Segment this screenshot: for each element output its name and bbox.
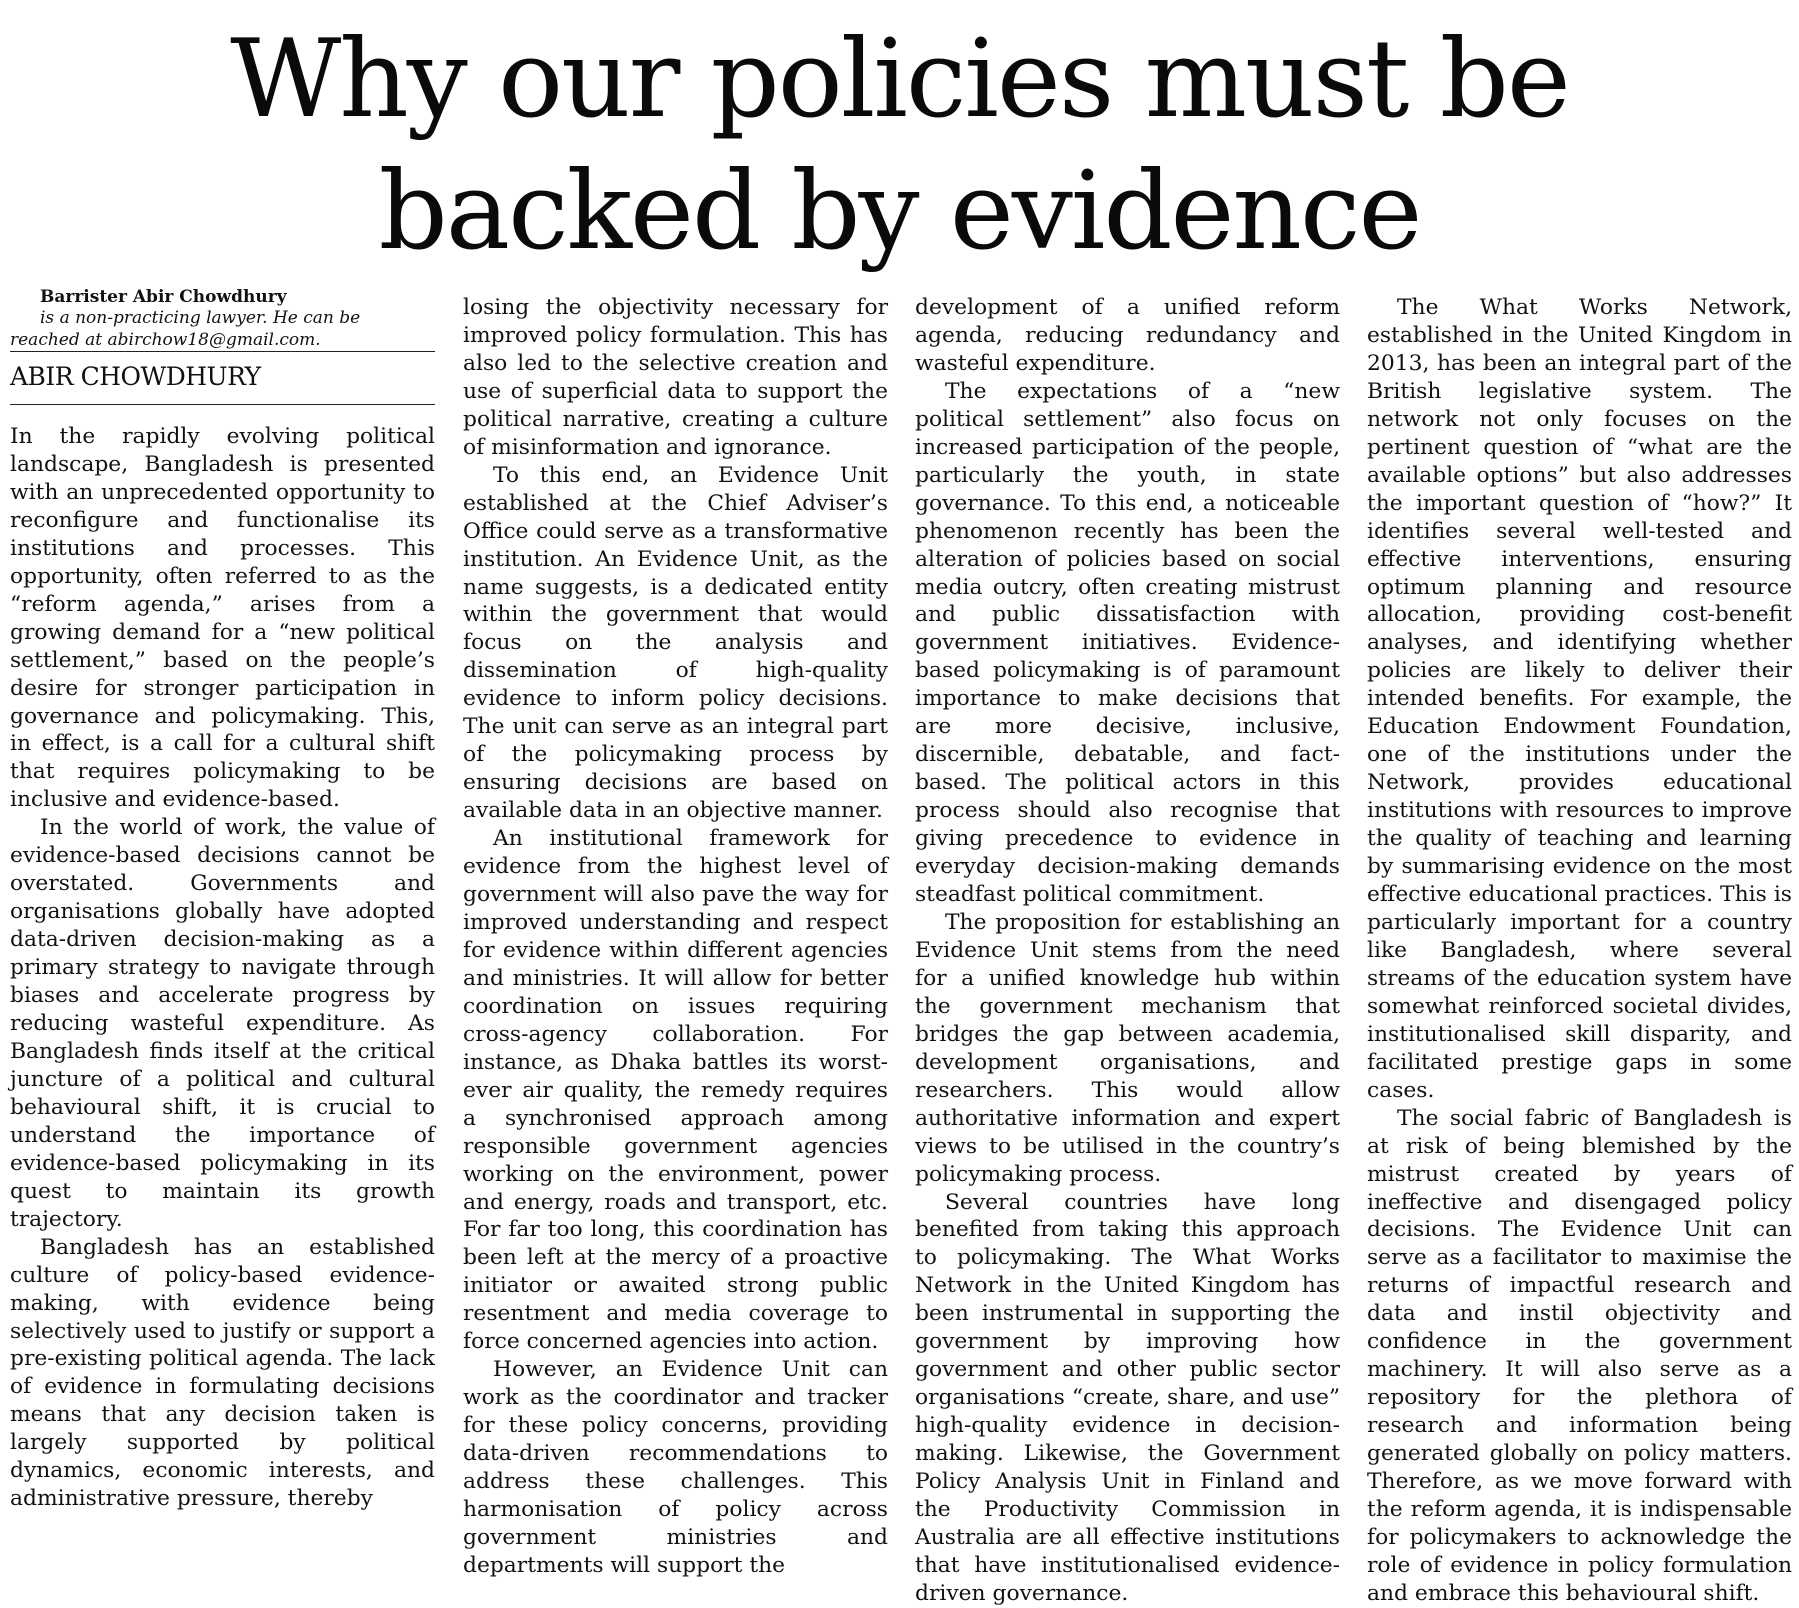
paragraph: The What Works Network, established in the United Kingdom in 2013, has been an integral part of the British legislative system. The network not only focuses on the pertinent question of “what are the available options” but also addresses the important question of “how?” It identifies several well-tested and effective interventions, ensuring optimum planning and resource allocation, providing cost-benefit analyses, and identifying whether policies are likely to deliver their intended benefits. For example, the Education Endowment Foundation, one of the institutions under the Network, provides educational institutions with resources to improve the quality of teaching and learning by summarising evidence on the most effective educational practices. This is particularly important for a country like Bangladesh, where several streams of the education system have somewhat reinforced societal divides, institutionalised skill disparity, and facilitated prestige gaps in some cases. [1367, 295, 1792, 1103]
article-column-1 [10, 287, 435, 1513]
paragraph: In the rapidly evolving political landscape, Bangladesh is presented with an unprecedented opportunity to reconfigure and functionalise its institutions and processes. This opportunity, often referred to as the “reform agenda,” arises from a growing demand for a “new political settlement,” based on the people’s desire for stronger participation in governance and policymaking. This, in effect, is a call for a cultural shift that requires policymaking to be inclusive and evidence-based. [10, 424, 435, 813]
paragraph: To this end, an Evidence Unit established at the Chief Adviser’s Office could serve as a transformative institution. An Evidence Unit, as the name suggests, is a dedicated entity within the government that would focus on the analysis and dissemination of high-quality evidence to inform policy decisions. The unit can serve as an integral part of the policymaking process by ensuring decisions are based on available data in an objective manner. [463, 462, 888, 824]
paragraph: However, an Evidence Unit can work as the coordinator and tracker for these policy concerns, providing data-driven recommendations to address these challenges. This harmonisation of policy across government ministries and departments will support the [463, 1357, 888, 1578]
headline-line-2: backed by evidence [378, 149, 1421, 274]
paragraph: Bangladesh has an established culture of policy-based evidence-making, with evidence being selectively used to justify or support a pre-existing political agenda. The lack of evidence in formulating decisions means that any decision taken is largely supported by political dynamics, economic interests, and administrative pressure, thereby [10, 1234, 435, 1512]
paragraph: The social fabric of Bangladesh is at risk of being blemished by the mistrust created by years of ineffective and disengaged policy decisions. The Evidence Unit can serve as a facilitator to maximise the returns of impactful research and data and instil objectivity and confidence in the government machinery. It will also serve as a repository for the plethora of research and information being generated globally on policy matters. Therefore, as we move forward with the reform agenda, it is indispensable for policymakers to acknowledge the role of evidence in policy formulation and embrace this behavioural shift. [1367, 1105, 1792, 1606]
article-column-3 [915, 294, 1340, 1608]
paragraph: Several countries have long benefited from taking this approach to policymaking. The What Works Network in the United Kingdom has been instrumental in supporting the government by improving how government and other public sector organisations “create, share, and use” high-quality evidence in decision-making. Likewise, the Government Policy Analysis Unit in Finland and the Productivity Commission in Australia are all effective institutions that have institutionalised evidence-driven governance. [915, 1189, 1340, 1606]
paragraph: development of a unified reform agenda, reducing redundancy and wasteful expenditure. [915, 295, 1340, 376]
byline-rule-top [10, 351, 435, 352]
article-column-4 [1367, 294, 1792, 1608]
byline-bio: is a non-practicing lawyer. He can be reached at abirchow18@gmail.com. [10, 308, 361, 350]
paragraph: The proposition for establishing an Evidence Unit stems from the need for a unified knowledge hub within the government mechanism that bridges the gap between academia, development organisations, and researchers. This would allow authoritative information and expert views to be utilised in the country’s policymaking process. [915, 909, 1340, 1187]
byline-name: Barrister Abir Chowdhury [40, 287, 287, 307]
paragraph: losing the objectivity necessary for improved policy formulation. This has also led to the selective creation and use of superficial data to support the political narrative, creating a culture of misinformation and ignorance. [463, 295, 888, 460]
headline-line-1: Why our policies must be [230, 17, 1569, 142]
author-name: ABIR CHOWDHURY [10, 362, 261, 391]
paragraph: The expectations of a “new political settlement” also focus on increased participation of the people, particularly the youth, in state governance. To this end, a noticeable phenomenon recently has been the alteration of policies based on social media outcry, often creating mistrust and public dissatisfaction with government initiatives. Evidence-based policymaking is of paramount importance to make decisions that are more decisive, inclusive, discernible, debatable, and fact-based. The political actors in this process should also recognise that giving precedence to evidence in everyday decision-making demands steadfast political commitment. [915, 378, 1340, 908]
paragraph: In the world of work, the value of evidence-based decisions cannot be overstated. Governments and organisations globally have adopted data-driven decision-making as a primary strategy to navigate through biases and accelerate progress by reducing wasteful expenditure. As Bangladesh finds itself at the critical juncture of a political and cultural behavioural shift, it is crucial to understand the importance of evidence-based policymaking in its quest to maintain its growth trajectory. [10, 815, 435, 1232]
article-column-2 [463, 294, 888, 1580]
paragraph: An institutional framework for evidence from the highest level of government will also pave the way for improved understanding and respect for evidence within different agencies and ministries. It will allow for better coordination on issues requiring cross-agency collaboration. For instance, as Dhaka battles its worst-ever air quality, the remedy requires a synchronised approach among responsible government agencies working on the environment, power and energy, roads and transport, etc. For far too long, this coordination has been left at the mercy of a proactive initiator or awaited strong public resentment and media coverage to force concerned agencies into action. [463, 826, 888, 1355]
headline [0, 14, 1799, 278]
byline-rule-bottom [10, 404, 435, 405]
